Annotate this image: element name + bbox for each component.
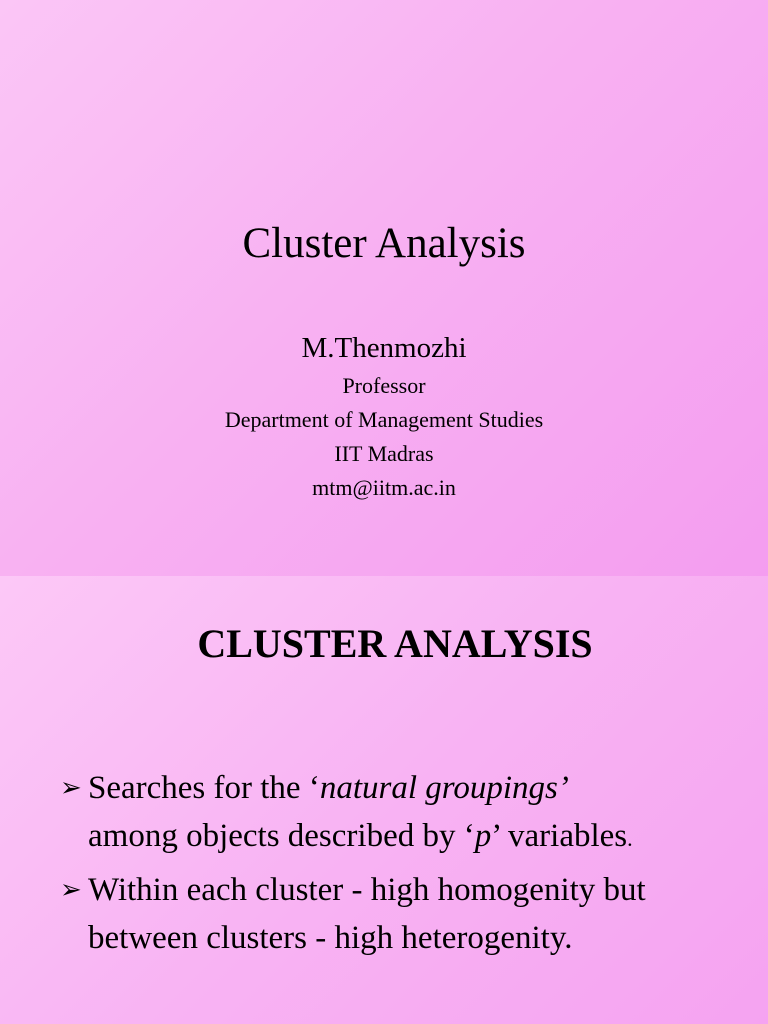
slide-heading: CLUSTER ANALYSIS: [197, 621, 593, 666]
arrow-bullet-icon: ➢: [60, 773, 82, 803]
author-institution: IIT Madras: [334, 441, 434, 466]
arrow-bullet-icon: ➢: [60, 875, 82, 905]
bullet-line: [60, 812, 768, 863]
bullet-text: Within each cluster - high homogenity but: [88, 872, 646, 908]
bullet-line: [60, 866, 768, 914]
bullet-text: between clusters - high heterogenity.: [88, 920, 573, 956]
bullet-text: Searches for the ‘: [88, 770, 320, 806]
author-name: M.Thenmozhi: [301, 332, 467, 364]
bullet-text: among objects described by ‘: [88, 818, 475, 854]
content-slide: [0, 576, 768, 1024]
bullet-text: .: [627, 826, 633, 851]
slide-title: Cluster Analysis: [242, 220, 526, 267]
bullet-item: [60, 764, 768, 863]
bullet-text-italic: p: [474, 818, 492, 854]
author-role: Professor: [342, 373, 426, 398]
bullet-item: [60, 866, 768, 962]
bullet-line: [60, 764, 768, 812]
bullet-text-italic: natural groupings’: [319, 770, 569, 806]
bullet-text: ’ variables: [491, 818, 628, 854]
author-department: Department of Management Studies: [224, 407, 544, 432]
author-email: mtm@iitm.ac.in: [312, 475, 456, 500]
